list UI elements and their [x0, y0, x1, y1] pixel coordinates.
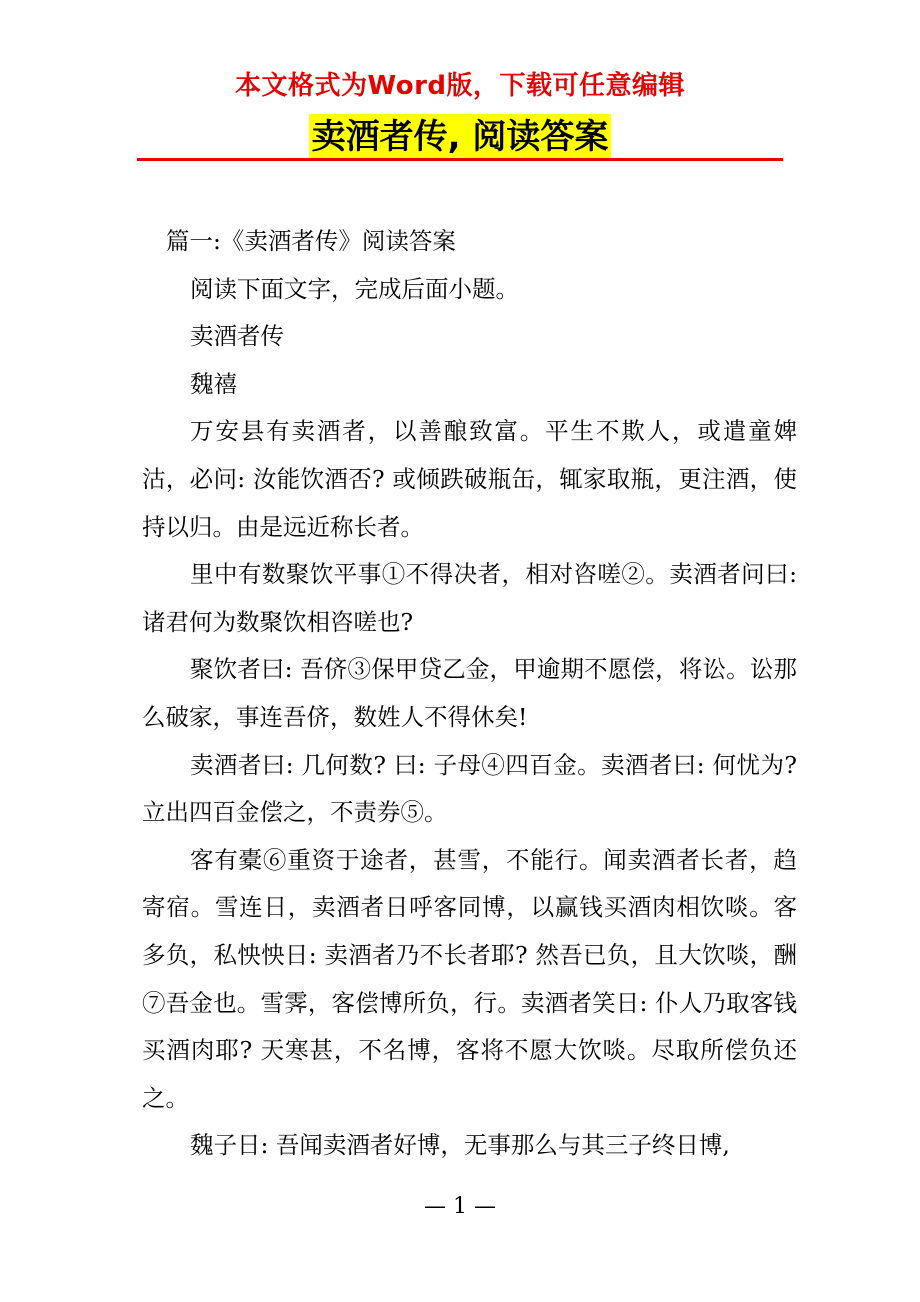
body-paragraph: 万安县有卖酒者，以善酿致富。平生不欺人，或遣童婢沽，必问: 汝能饮酒否? 或倾跌破瓶缶，辄家取瓶，更注酒，使持以归。由是远近称长者。 [142, 417, 797, 541]
body-paragraph: 魏子日: 吾闻卖酒者好博，无事那么与其三子终日博, [190, 1131, 730, 1160]
body-paragraph: 聚饮者曰: 吾侪③保甲贷乙金，甲逾期不愿偿，将讼。讼那么破家，事连吾侪，数姓人不得休矣! [142, 655, 797, 731]
format-notice: 本文格式为Word版，下载可任意编辑 [234, 71, 686, 101]
header-divider [137, 158, 783, 161]
article-author: 魏禧 [190, 369, 237, 398]
article-title: 卖酒者传 [190, 322, 284, 351]
instruction-paragraph: 阅读下面文字，完成后面小题。 [190, 274, 519, 303]
body-paragraph: 里中有数聚饮平事①不得决者，相对咨嗟②。卖酒者问曰: 诸君何为数聚饮相咨嗟也? [142, 560, 797, 636]
body-paragraph: 客有橐⑥重资于途者，甚雪，不能行。闻卖酒者长者，趋寄宿。雪连日，卖酒者日呼客同博，以赢钱买酒肉相饮啖。客多负，私怏怏日: 卖酒者乃不长者耶? 然吾已负，且大饮啖，酬⑦吾金也。雪霁，客偿博所负，行。卖酒者笑日: 仆人乃取客钱买酒肉耶? 天寒甚，不名博，客将不愿大饮啖。尽取所偿负还之。 [142, 845, 797, 1112]
document-title: 卖酒者传, 阅读答案 [309, 114, 612, 160]
section-heading: 篇一:《卖酒者传》阅读答案 [166, 227, 456, 255]
body-paragraph: 卖酒者曰: 几何数? 曰: 子母④四百金。卖酒者曰: 何忧为? 立出四百金偿之，不责券⑤。 [142, 750, 797, 827]
title-container [0, 114, 920, 160]
page-number: — 1 — [424, 1194, 496, 1219]
document-body [142, 218, 797, 1170]
